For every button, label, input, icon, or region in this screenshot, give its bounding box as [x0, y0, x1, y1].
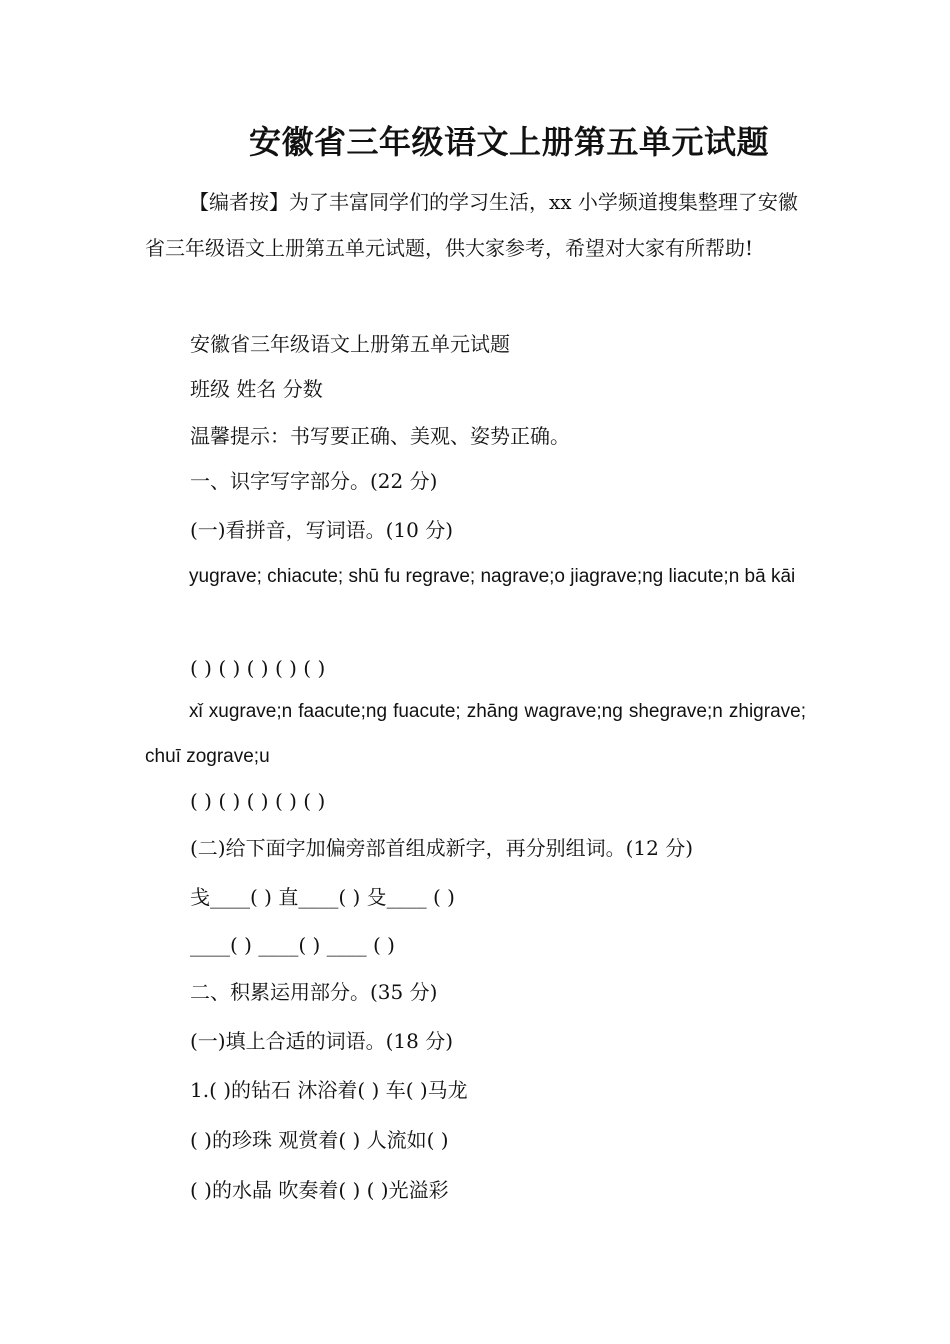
- pinyin-line-1: yugrave; chiacute; shū fu regrave; nagrave;o jiagrave;ng liacute;n bā kāi: [189, 566, 796, 587]
- fill-line-1: 1.( )的钻石 沐浴着( ) 车( )马龙: [190, 1078, 468, 1102]
- editor-note: 【编者按】为了丰富同学们的学习生活，xx 小学频道搜集整理了安徽省三年级语文上册第五单元试题，供大家参考，希望对大家有所帮助!: [145, 190, 798, 260]
- subtitle-line: 安徽省三年级语文上册第五单元试题: [190, 332, 510, 356]
- class-name-score-line: 班级 姓名 分数: [190, 377, 323, 401]
- fill-line-3: ( )的水晶 吹奏着( ) ( )光溢彩: [190, 1178, 449, 1202]
- section-2-heading: 二、积累运用部分。(35 分): [190, 980, 438, 1004]
- subsection-1-heading: (一)看拼音，写词语。(10 分): [190, 518, 454, 542]
- subsection-2-heading: (二)给下面字加偏旁部首组成新字，再分别组词。(12 分): [190, 836, 694, 860]
- pinyin-line-2: xǐ xugrave;n faacute;ng fuacute; zhāng wagrave;ng shegrave;n zhigrave; chuī zograve;u: [145, 701, 806, 767]
- tip-line: 温馨提示：书写要正确、美观、姿势正确。: [190, 424, 570, 448]
- radicals-line-2: ____( ) ____( ) ____ ( ): [190, 933, 395, 957]
- document-title: 安徽省三年级语文上册第五单元试题: [248, 123, 769, 161]
- blanks-line-2: ( ) ( ) ( ) ( ) ( ): [190, 789, 326, 813]
- fill-line-2: ( )的珍珠 观赏着( ) 人流如( ): [190, 1128, 449, 1152]
- subsection-3-heading: (一)填上合适的词语。(18 分): [190, 1029, 454, 1053]
- section-1-heading: 一、识字写字部分。(22 分): [190, 469, 438, 493]
- radicals-line-1: 戋____( ) 直____( ) 殳____ ( ): [190, 885, 455, 909]
- blanks-line-1: ( ) ( ) ( ) ( ) ( ): [190, 656, 326, 680]
